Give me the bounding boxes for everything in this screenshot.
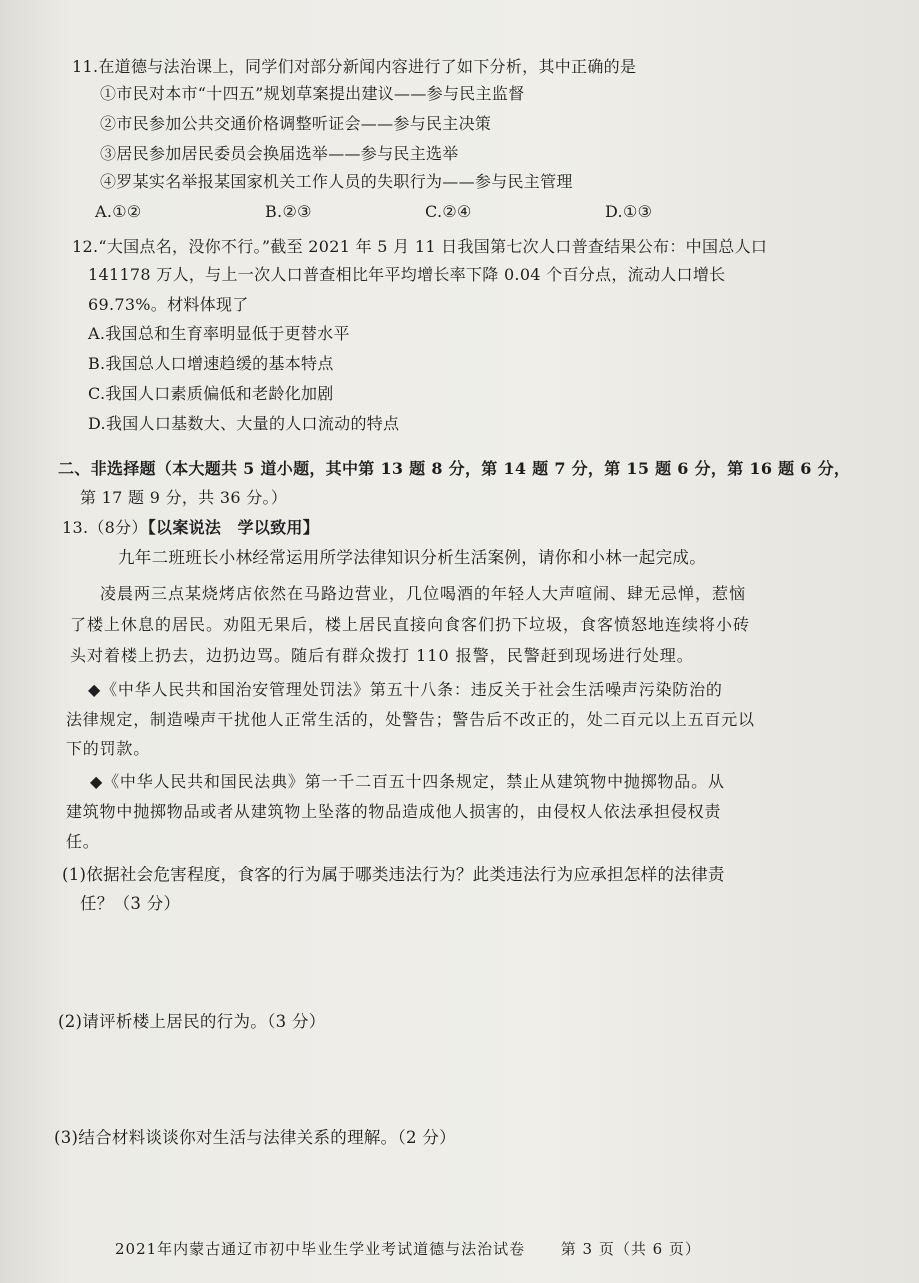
q13-title: 【以案说法 学以致用】 <box>147 518 320 537</box>
section-2-heading: 二、非选择题（本大题共 5 道小题，其中第 13 题 8 分，第 14 题 7 分，第 15 题 6 分，第 16 题 6 分， <box>58 459 851 478</box>
q12-option-b: B.我国总人口增速趋缓的基本特点 <box>88 354 334 373</box>
q13-sub1-line-2: 任？（3 分） <box>80 894 181 913</box>
q11-stem: 11.在道德与法治课上，同学们对部分新闻内容进行了如下分析，其中正确的是 <box>72 57 637 76</box>
q13-law1-line-1: ◆《中华人民共和国治安管理处罚法》第五十八条：违反关于社会生活噪声污染防治的 <box>88 680 723 699</box>
q13-case-line-1: 凌晨两三点某烧烤店依然在马路边营业，几位喝酒的年轻人大声喧闹、肆无忌惮，惹恼 <box>100 584 747 603</box>
q13-case-line-3: 头对着楼上扔去，边扔边骂。随后有群众拨打 110 报警，民警赶到现场进行处理。 <box>70 646 694 665</box>
section-2-heading-cont: 第 17 题 9 分，共 36 分。） <box>80 488 288 507</box>
q13-law2-line-1: ◆《中华人民共和国民法典》第一千二百五十四条规定，禁止从建筑物中抛掷物品。从 <box>90 772 725 791</box>
q13-sub3: (3)结合材料谈谈你对生活与法律关系的理解。（2 分） <box>54 1128 456 1147</box>
q11-option-d: D.①③ <box>605 202 653 221</box>
q11-options <box>95 201 652 223</box>
q13-law2-line-2: 建筑物中抛掷物品或者从建筑物上坠落的物品造成他人损害的，由侵权人依法承担侵权责 <box>66 802 722 821</box>
q12-stem-line-2: 141178 万人，与上一次人口普查相比年平均增长率下降 0.04 个百分点，流动人口增长 <box>88 265 726 284</box>
q11-option-c: C.②④ <box>425 202 472 221</box>
q13-law1-line-2: 法律规定，制造噪声干扰他人正常生活的，处警告；警告后不改正的，处二百元以上五百元以 <box>66 710 755 729</box>
page-footer <box>115 1238 701 1259</box>
q11-option-b: B.②③ <box>265 202 312 221</box>
q11-item-2: ②市民参加公共交通价格调整听证会——参与民主决策 <box>100 114 492 133</box>
q13-score: 13.（8分） <box>62 518 148 537</box>
q11-item-3: ③居民参加居民委员会换届选举——参与民主选举 <box>100 144 459 163</box>
q12-option-a: A.我国总和生育率明显低于更替水平 <box>88 324 350 343</box>
footer-exam-title: 2021年内蒙古通辽市初中毕业生学业考试道德与法治试卷 <box>115 1240 526 1258</box>
q13-law2-line-3: 任。 <box>66 832 100 851</box>
q13-sub2: (2)请评析楼上居民的行为。（3 分） <box>58 1012 326 1031</box>
q13-sub1-line-1: (1)依据社会危害程度，食客的行为属于哪类违法行为？此类违法行为应承担怎样的法律责 <box>62 865 725 884</box>
q13-heading <box>62 517 319 539</box>
q12-option-c: C.我国人口素质偏低和老龄化加剧 <box>88 384 334 403</box>
q13-case-line-2: 了楼上休息的居民。劝阻无果后，楼上居民直接向食客们扔下垃圾，食客愤怒地连续将小砖 <box>70 615 751 634</box>
q13-law1-line-3: 下的罚款。 <box>66 739 151 758</box>
q12-stem-line-1: 12.“大国点名，没你不行。”截至 2021 年 5 月 11 日我国第七次人口普查结果公布：中国总人口 <box>72 237 768 256</box>
q12-option-d: D.我国人口基数大、大量的人口流动的特点 <box>88 414 400 433</box>
q11-item-1: ①市民对本市“十四五”规划草案提出建议——参与民主监督 <box>100 84 525 103</box>
footer-page-number: 第 3 页（共 6 页） <box>560 1240 701 1258</box>
q11-item-4: ④罗某实名举报某国家机关工作人员的失职行为——参与民主管理 <box>100 172 573 191</box>
q12-stem-line-3: 69.73%。材料体现了 <box>88 295 249 314</box>
q13-intro: 九年二班班长小林经常运用所学法律知识分析生活案例，请你和小林一起完成。 <box>118 548 706 567</box>
q11-option-a: A.①② <box>95 202 142 221</box>
